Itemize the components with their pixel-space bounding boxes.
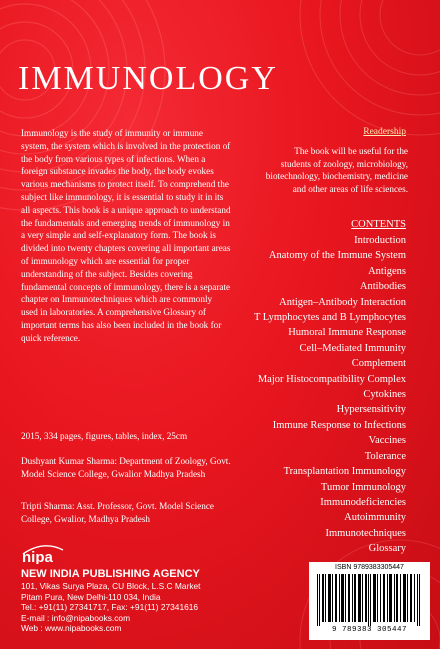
book-title: IMMUNOLOGY (18, 60, 278, 97)
contents-item: Immunodeficiencies (320, 496, 406, 508)
publisher-logo (20, 542, 66, 564)
contents-item: Humoral Immune Response (288, 327, 406, 339)
contents-item: Vaccines (368, 435, 406, 447)
contents-item: Tumor Immunology (320, 481, 406, 493)
contents-item: Autoimmunity (344, 512, 406, 524)
contents-heading: CONTENTS (351, 219, 406, 230)
author-2: Tripti Sharma: Asst. Professor, Govt. Model Science College, Gwalior, Madhya Pradesh (21, 501, 214, 524)
contents-item: Anatomy of the Immune System (268, 250, 406, 262)
readership-text: The book will be useful for the students of zoology, microbiology, biotechnology, biochemistry, medicine and other areas of life sciences. (265, 146, 408, 194)
contents-item: Glossary (368, 543, 406, 555)
contents-item: Immunotechniques (325, 527, 406, 539)
barcode (309, 562, 430, 640)
contents-item: Introduction (354, 235, 406, 246)
contents-item: Antigen–Antibody Interaction (279, 296, 406, 308)
author-1: Dushyant Kumar Sharma: Department of Zoology, Govt. Model Science College, Gwalior Madhya Pradesh (21, 456, 231, 479)
publisher-address-line: Pitam Pura, New Delhi-110 034, India (21, 591, 161, 602)
contents-item: Cytokines (363, 389, 406, 401)
barcode-bars (317, 574, 422, 626)
publisher-block (21, 567, 201, 634)
contents-item: Transplantation Immunology (283, 466, 406, 478)
logo-text: nipa (22, 549, 53, 564)
contents-item: Hypersensitivity (336, 404, 406, 416)
readership-heading: Readership (363, 127, 406, 137)
publisher-email: E-mail : info@nipabooks.com (21, 612, 131, 623)
publisher-address-line: 101, Vikas Surya Plaza, CU Block, L.S.C Market (21, 581, 201, 591)
contents-item: Antigens (368, 265, 406, 277)
contents-item: Antibodies (359, 281, 406, 293)
publisher-website: Web : www.nipabooks.com (21, 623, 122, 634)
contents-item: T Lymphocytes and B Lymphocytes (253, 312, 406, 324)
publisher-name: NEW INDIA PUBLISHING AGENCY (21, 568, 200, 580)
book-meta: 2015, 334 pages, figures, tables, index, 25cm (21, 431, 188, 441)
isbn-text: ISBN 9789383305447 (335, 564, 404, 571)
contents-item: Cell–Mediated Immunity (299, 342, 406, 354)
contents-item: Major Histocompatibility Complex (257, 373, 406, 385)
contents-item: Immune Response to Infections (272, 419, 406, 431)
contents-item: Tolerance (364, 450, 406, 462)
contents-item: Complement (351, 358, 406, 370)
contents-list (220, 233, 406, 557)
publisher-phone: Tel.: +91(11) 27341717, Fax: +91(11) 27341616 (21, 602, 199, 613)
book-description: Immunology is the study of immunity or immune system, the system which is involved in the protection of the body from various types of infections. When a foreign substance invades the body, the body evokes various mechanisms to protect itself. To comprehend the subject like immunology, it is essential to study it in its all aspects. This book is a unique approach to understand the fundamentals and emerging trends of immunology in a very simple and self-explanatory form. The book is divided into twenty chapters covering all important areas of immunology which are essential for proper understanding of the subject. Besides covering fundamental concepts of immunology, there is a separate chapter on Immunotechniques which are commonly used in laboratories. A comprehensive Glossary of important terms has also been included in the book for quick reference. (21, 128, 231, 343)
barcode-digits: 9 789383 305447 (331, 626, 407, 634)
